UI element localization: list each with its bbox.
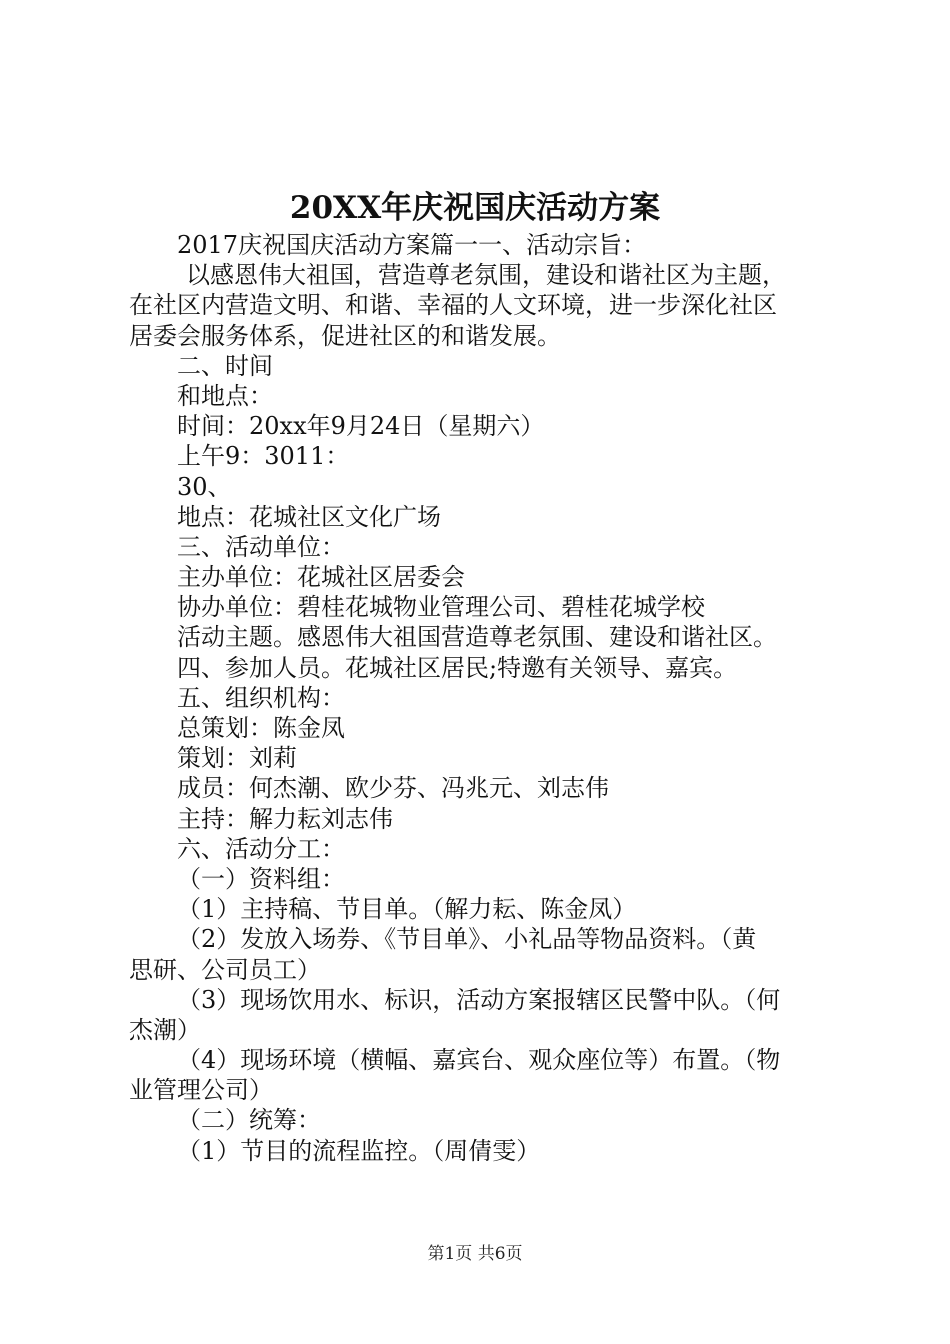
body-line: （3）现场饮用水、标识，活动方案报辖区民警中队。（何 <box>177 985 781 1014</box>
body-line: 地点：花城社区文化广场 <box>177 502 441 531</box>
body-line: （1）节目的流程监控。（周倩雯） <box>177 1136 541 1165</box>
body-line: 主持：解力耘刘志伟 <box>177 804 393 833</box>
page-footer: 第1页 共6页 <box>427 1244 523 1264</box>
body-line: （2）发放入场券、《节目单》、小礼品等物品资料。（黄 <box>177 925 757 954</box>
document-title: 20XX年庆祝国庆活动方案 <box>289 190 661 226</box>
body-line: 成员：何杰潮、欧少芬、冯兆元、刘志伟 <box>177 774 609 803</box>
body-line: 和地点： <box>177 381 273 410</box>
body-line: 总策划：陈金凤 <box>177 714 345 742</box>
body-line: 居委会服务体系，促进社区的和谐发展。 <box>129 321 561 350</box>
body-line: 主办单位：花城社区居委会 <box>177 563 465 592</box>
body-line: 五、组织机构： <box>177 683 345 712</box>
body-line: 以感恩伟大祖国，营造尊老氛围，建设和谐社区为主题， <box>186 261 786 290</box>
document-body <box>129 230 829 1166</box>
body-line: 2017庆祝国庆活动方案篇一一、活动宗旨： <box>177 231 647 259</box>
body-line: （二）统筹： <box>177 1106 321 1135</box>
body-line: 协办单位：碧桂花城物业管理公司、碧桂花城学校 <box>177 593 705 622</box>
body-line: 在社区内营造文明、和谐、幸福的人文环境，进一步深化社区 <box>129 291 777 320</box>
body-line: 六、活动分工： <box>177 834 345 863</box>
body-line: （4）现场环境（横幅、嘉宾台、观众座位等）布置。（物 <box>177 1046 781 1075</box>
body-line: 策划：刘莉 <box>177 744 297 773</box>
body-line: 时间：20xx年9月24日（星期六） <box>177 412 545 441</box>
body-line: 三、活动单位： <box>177 532 345 561</box>
body-line: 活动主题。感恩伟大祖国营造尊老氛围、建设和谐社区。 <box>177 623 777 652</box>
body-line: （1）主持稿、节目单。（解力耘、陈金凤） <box>177 895 637 924</box>
body-line: 业管理公司） <box>129 1076 273 1105</box>
body-line: 思研、公司员工） <box>129 955 321 984</box>
body-line: 杰潮） <box>129 1015 201 1044</box>
body-line: （一）资料组： <box>177 864 345 893</box>
body-line: 30、 <box>177 472 232 501</box>
body-line: 上午9：3011： <box>177 442 350 471</box>
body-line: 二、时间 <box>177 351 273 380</box>
body-line: 四、参加人员。花城社区居民;特邀有关领导、嘉宾。 <box>177 653 738 682</box>
